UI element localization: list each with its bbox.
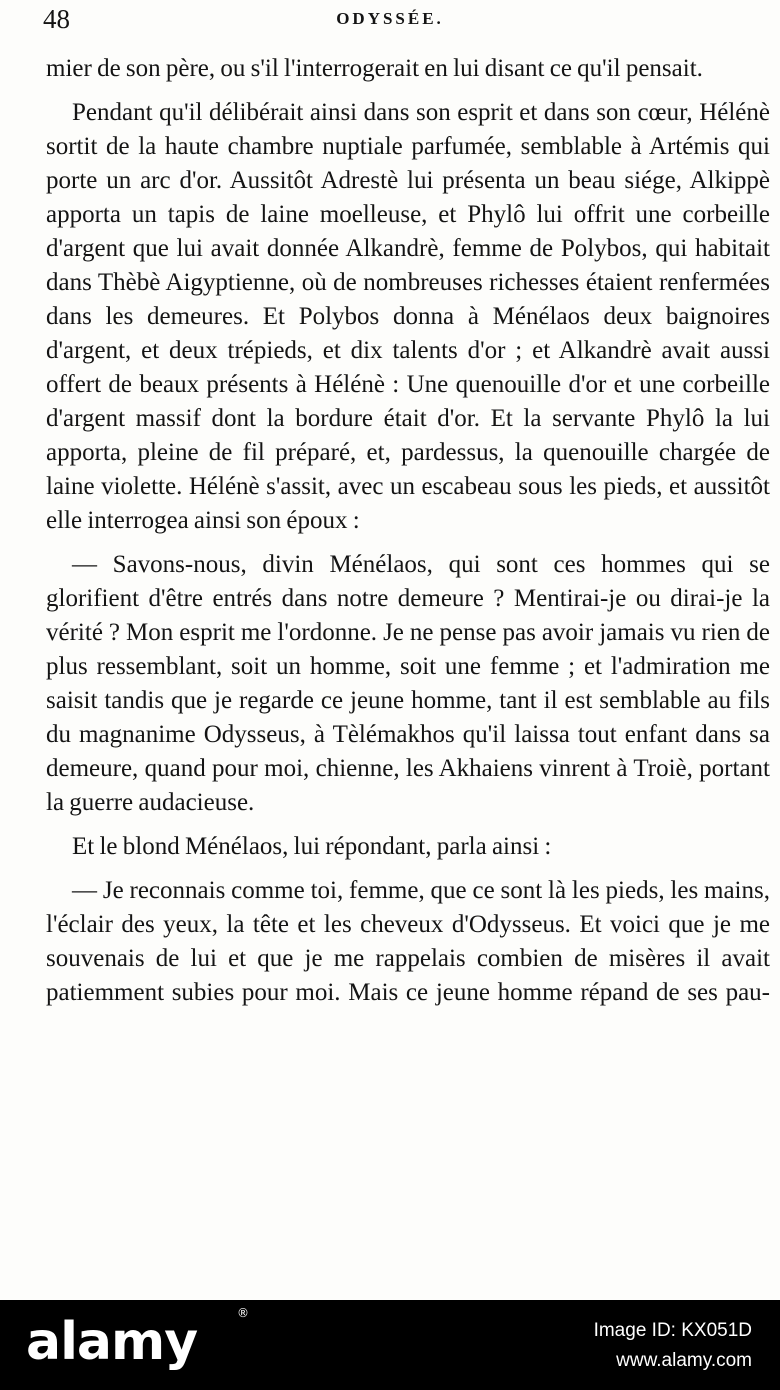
alamy-logo: alamy xyxy=(26,1312,198,1372)
paragraph-3: — Savons-nous, divin Ménélaos, qui sont ces hommes qui se glorifient d'être entrés dans notre demeure ? Mentirai-je ou dirai-je la vérité ? Mon esprit me l'ordonne. Je ne pense pas avoir jamais vu rien de plus ressemblant, soit un homme, soit une femme ; et l'admiration me saisit tandis que je regarde ce jeune homme, tant il est semblable au fils du magnanime Odysseus, à Tèlémakhos qu'il laissa tout enfant dans sa demeure, quand pour moi, chienne, les Akhaiens vinrent à Troiè, portant la guerre audacieuse. xyxy=(46,551,770,816)
paragraph-1: mier de son père, ou s'il l'interrogerait en lui disant ce qu'il pensait. xyxy=(46,55,703,82)
image-id: Image ID: KX051D xyxy=(593,1320,752,1341)
paragraph-2: Pendant qu'il délibérait ainsi dans son esprit et dans son cœur, Hélénè sortit de la haute chambre nuptiale parfumée, semblable à Artémis qui porte un arc d'or. Aussitôt Adrestè lui présenta un beau siége, Alkippè apporta un tapis de laine moelleuse, et Phylô lui offrit une corbeille d'argent que lui avait donnée Alkandrè, femme de Polybos, qui habitait dans Thèbè Aigyptienne, où de nombreuses richesses étaient renfermées dans les demeures. Et Polybos donna à Ménélaos deux baignoires d'argent, et deux trépieds, et dix talents d'or ; et Alkandrè avait aussi offert de beaux présents à Hélénè : Une quenouille d'or et une corbeille d'argent massif dont la bordure était d'or. Et la servante Phylô la lui apporta, pleine de fil préparé, et, pardessus, la quenouille chargée de laine violette. Hélénè s'assit, avec un escabeau sous les pieds, et aussitôt elle interrogea ainsi son époux : xyxy=(46,99,770,534)
running-head: ODYSSÉE. xyxy=(336,9,444,28)
stock-watermark-bar xyxy=(0,1300,780,1390)
paragraph-4: Et le blond Ménélaos, lui répondant, parla ainsi : xyxy=(72,833,552,860)
body-text xyxy=(46,52,770,1020)
site-url: www.alamy.com xyxy=(616,1350,752,1371)
page-number: 48 xyxy=(43,4,70,34)
paragraph-5: — Je reconnais comme toi, femme, que ce sont là les pieds, les mains, l'éclair des yeux, la tête et les cheveux d'Odysseus. Et voici que je me souvenais de lui et que je me rappelais combien de misères il avait patiemment subies pour moi. Mais ce jeune homme répand de ses pau- xyxy=(46,877,770,1006)
trademark-icon: ® xyxy=(237,1306,249,1320)
